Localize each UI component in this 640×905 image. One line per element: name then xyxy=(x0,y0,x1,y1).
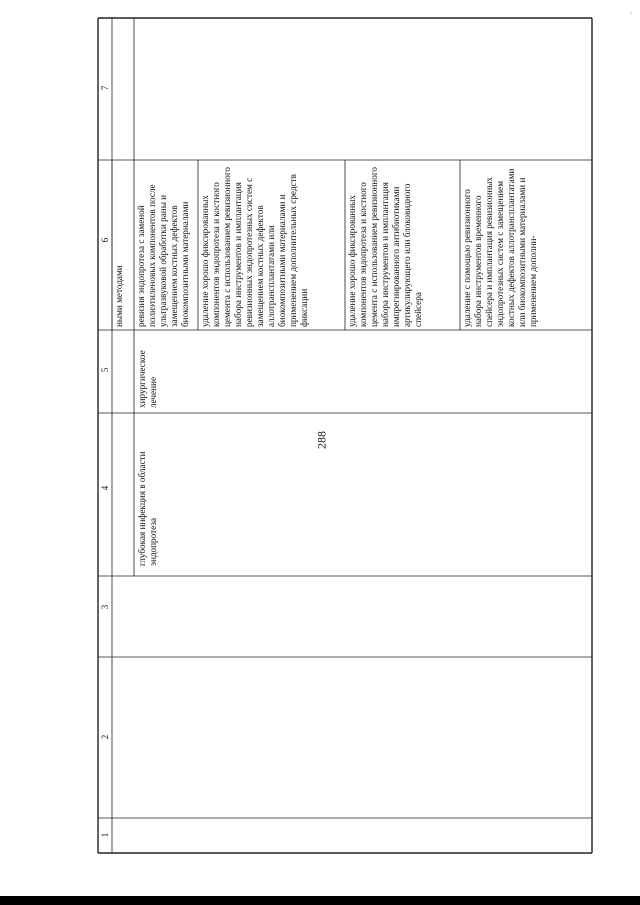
column-header-4: 4 xyxy=(100,485,110,491)
column-header-7: 7 xyxy=(100,85,110,91)
method-item-3: удаление хорошо фиксированных компонентов эндопротеза и костного цемента с использованием ревизионного набора инструментов и имплантация импрегнированного антибиотиками артикулирующего или блоковидного спейсера xyxy=(347,167,423,327)
continuation-text: ными методами xyxy=(114,265,124,327)
treatment-type-text: хирургическое лечение xyxy=(137,350,158,408)
page-number: 288 xyxy=(314,431,329,449)
column-header-3: 3 xyxy=(100,604,110,610)
diagnosis-text: глубокая инфекция в области эндопротеза xyxy=(137,451,158,566)
column-header-2: 2 xyxy=(100,734,110,740)
column-header-6: 6 xyxy=(100,237,110,243)
column-header-5: 5 xyxy=(100,367,110,373)
scan-mark: ⁱ xyxy=(630,10,632,19)
method-item-2: удаление хорошо фиксированных компонентов эндопротеза и костного цемента с использованием ревизионного набора инструментов и имплантация ревизионных эндопротезных систем с замещением костных дефектов аллотрансплантатами или биокомпозитными материалами и применением дополнительных средств фиксации xyxy=(200,167,309,327)
method-item-1: ревизия эндопротеза с заменой полиэтиленовых компонентов после ультразвуковой обработки раны и замещением костных дефектов биокомпозитными материалами xyxy=(136,184,190,327)
scan-edge xyxy=(0,896,640,905)
column-header-1: 1 xyxy=(100,832,110,838)
method-item-4: удаление с помощью ревизионного набора инструментов временного спейсера и имплантация ревизионных эндопротезных систем с замещением костных дефектов аллотрансплантатами или биокомпозитными материалами и применением дополни- xyxy=(462,168,538,327)
